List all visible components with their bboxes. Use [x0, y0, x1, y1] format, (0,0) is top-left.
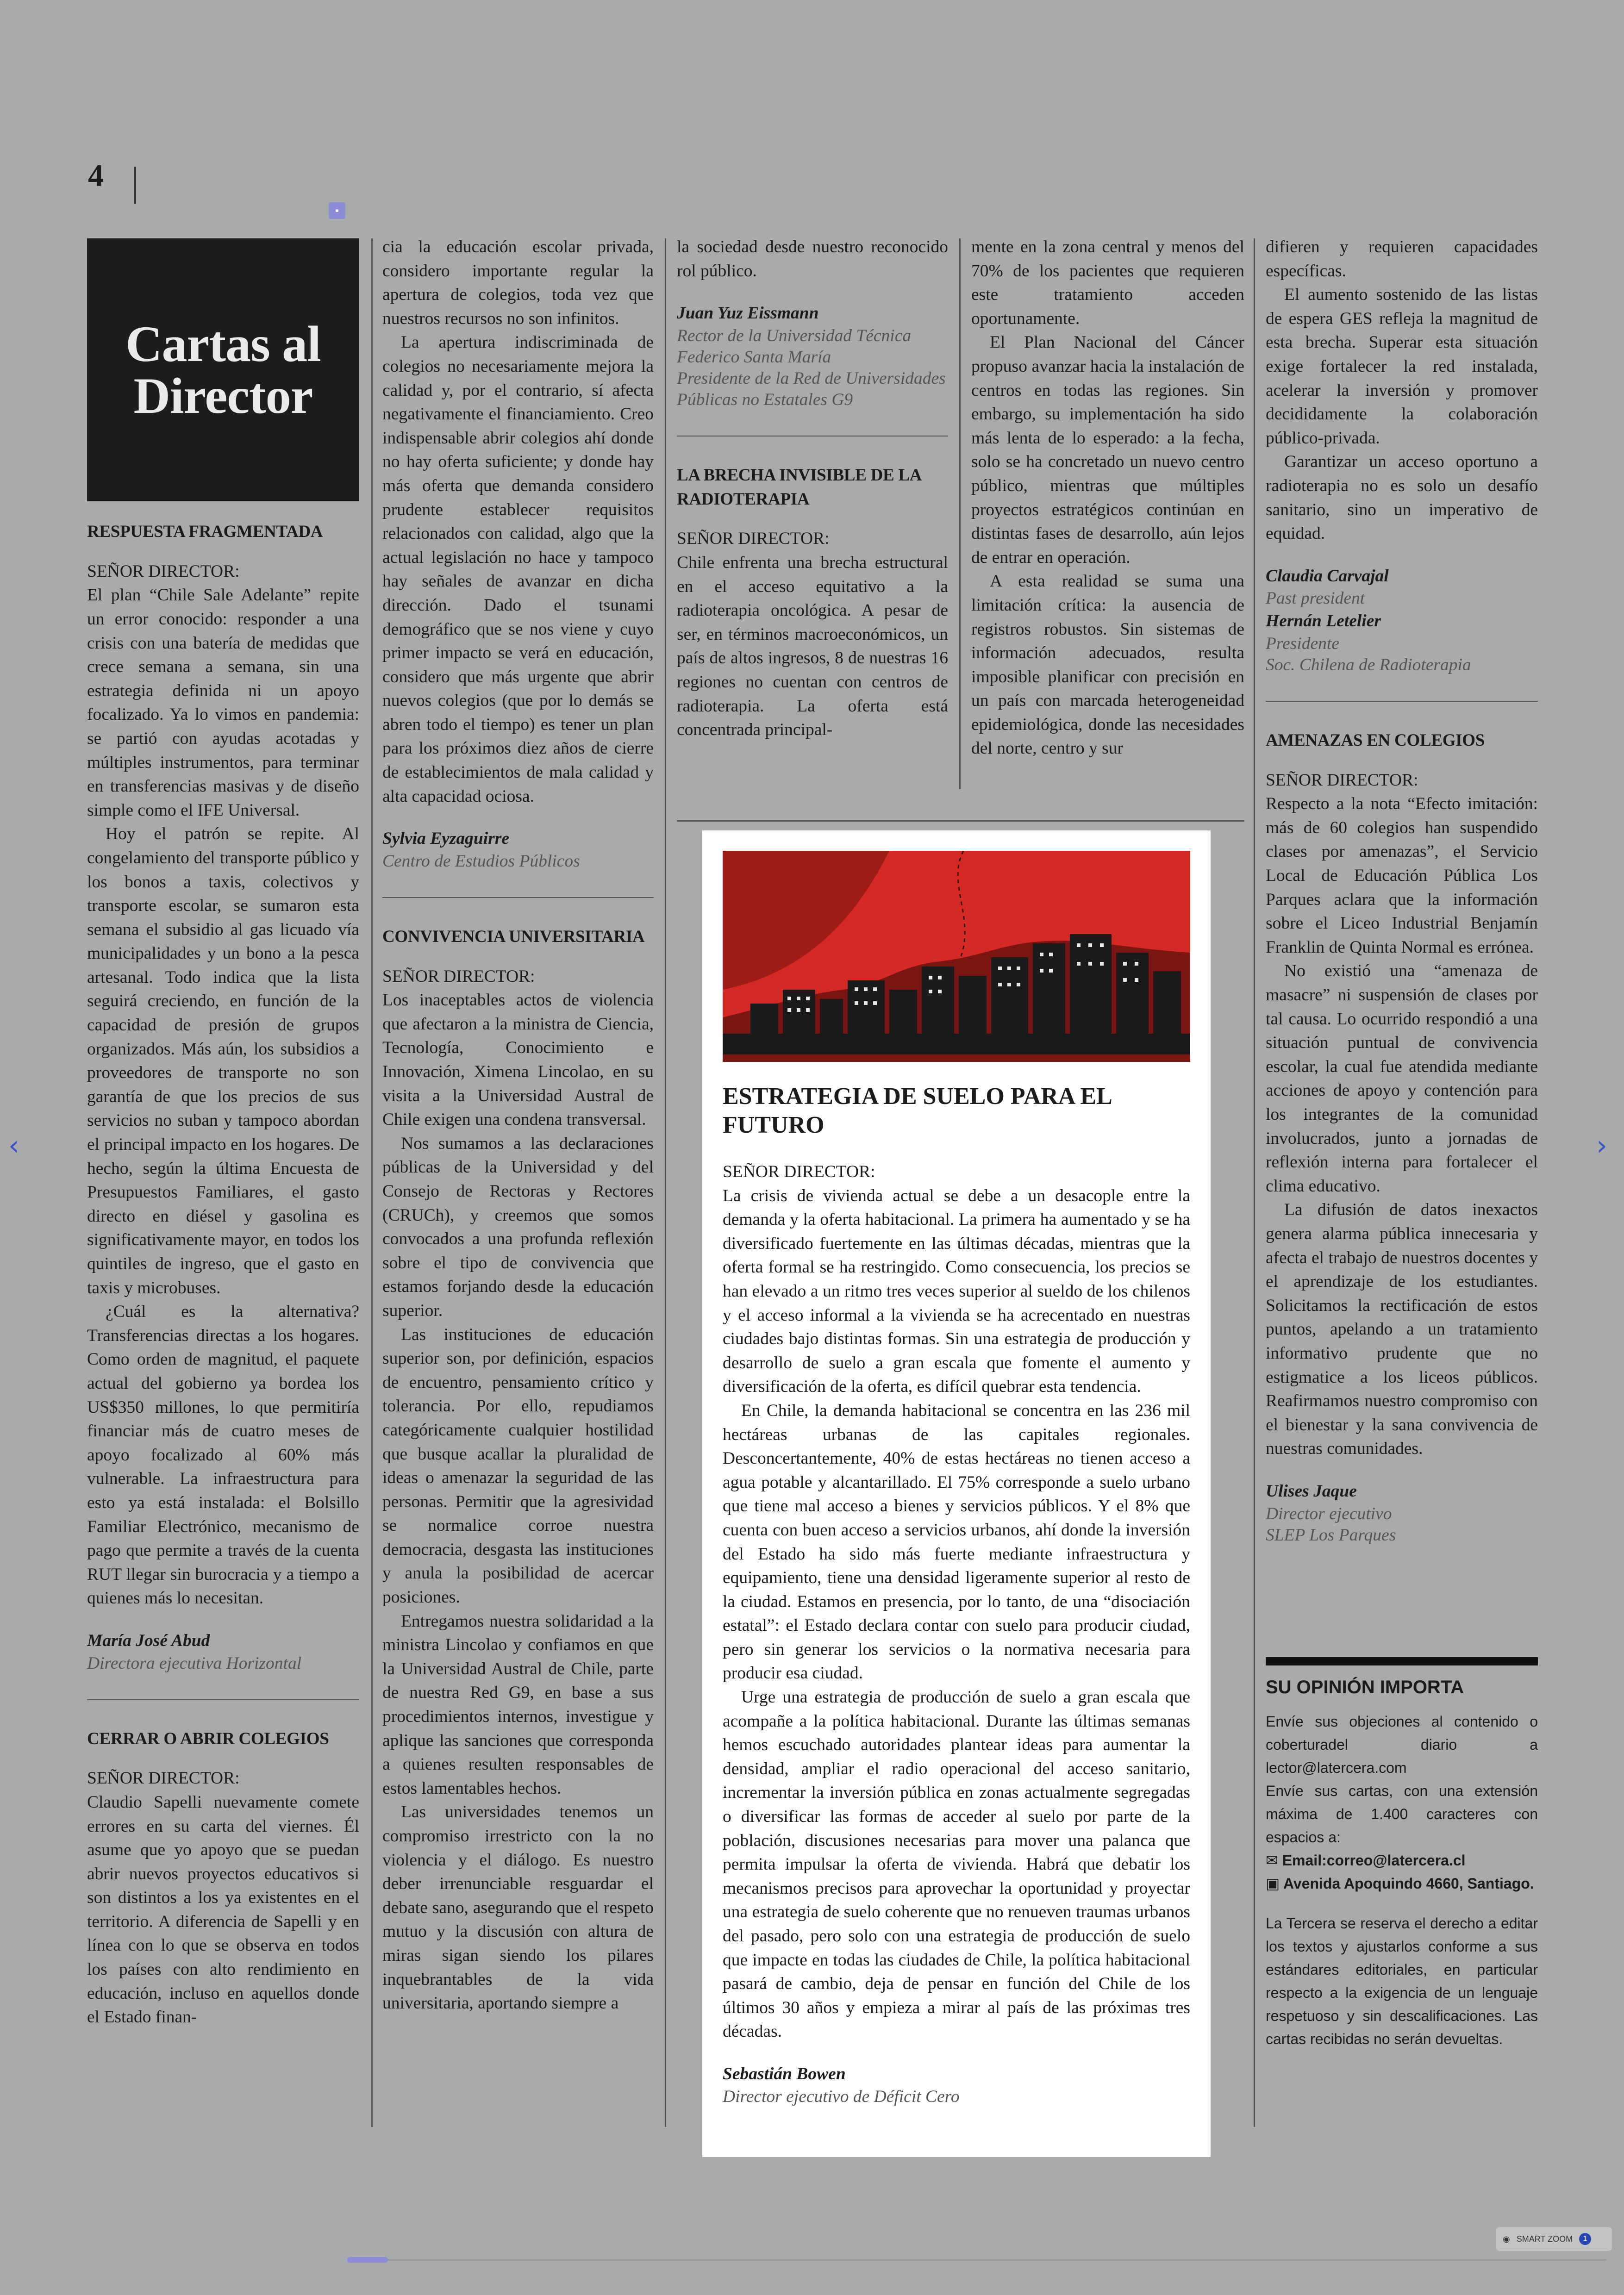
paragraph: Entregamos nuestra solidaridad a la ministra Lincolao y confiamos en que la Universidad Austral de Chile, parte de nuestra Red G9, en base a sus procedimientos internos, investigue y aplique las sanciones que corresponda a quienes resulten responsables de estos lamentables hechos. — [382, 1611, 654, 1798]
signer-role: SLEP Los Parques — [1266, 1525, 1396, 1545]
signer-name: Ulises Jaque — [1266, 1481, 1357, 1501]
email-address[interactable]: Email:correo@latercera.cl — [1282, 1852, 1466, 1869]
smart-zoom-button[interactable] — [1496, 2227, 1612, 2251]
signer-name: Sebastián Bowen — [723, 2064, 846, 2083]
paragraph: Las universidades tenemos un compromiso irrestricto con la no violencia y el diálogo. Es nuestro deber irrenunciable resguardar el debate sano, asegurando que el respeto mutuo y la discusión con altura de miras sigan siendo los pilares inquebrantables de la vida universitaria, aportando siempre a — [382, 1802, 654, 2013]
paragraph: A esta realidad se suma una limitación crítica: la ausencia de registros robustos. Sin sistemas de información adecuados, resulta imposible planificar con precisión en un país con marcada heterogeneidad epidemiológica, donde las necesidades del norte, centro y sur — [971, 572, 1244, 758]
letter-headline: RESPUESTA FRAGMENTADA — [87, 522, 323, 541]
signer-role: Director ejecutivo — [1266, 1504, 1392, 1523]
paragraph: Respecto a la nota “Efecto imitación: más de 60 colegios han suspendido clases por amenazas”, el Servicio Local de Educación Pública Los Parques aclara que la información sobre el Liceo Industrial Benjamín Franklin de Quinta Normal es errónea. — [1266, 794, 1538, 957]
paragraph: Chile enfrenta una brecha estructural en el acceso equitativo a la radioterapia oncológica. A pesar de ser, en términos macroeconómicos, un país de altos ingresos, 8 de nuestras 16 regiones no cuentan con centros de radioterapia. La oferta está concentrada principal- — [677, 553, 948, 740]
paragraph: mente en la zona central y menos del 70% de los pacientes que requieren este tratamiento acceden oportunamente. — [971, 237, 1244, 328]
opinion-title: SU OPINIÓN IMPORTA — [1266, 1677, 1464, 1697]
letter-headline: CERRAR O ABRIR COLEGIOS — [87, 1729, 329, 1748]
masthead: Cartas al Director — [87, 238, 359, 501]
divider — [382, 897, 654, 898]
signer-role: Director ejecutivo de Déficit Cero — [723, 2087, 960, 2106]
paragraph: Las instituciones de educación superior son, por definición, espacios de encuentro, pensamiento crítico y tolerancia. Por ello, repudiamos categóricamente cualquier hostilidad que busque acallar la pluralidad de ideas o amenazar la seguridad de las personas. Permitir que la agresividad se normalice corroe nuestra democracia, desgasta las instituciones y anula la posibilidad de acercar posiciones. — [382, 1325, 654, 1607]
opinion-text: Envíe sus cartas, con una extensión máxima de 1.400 caracteres con espacios a: — [1266, 1782, 1538, 1846]
salutation: SEÑOR DIRECTOR: — [677, 529, 830, 549]
postal-icon: ▣ — [1266, 1875, 1283, 1892]
address-line — [1266, 1872, 1538, 1895]
paragraph: ¿Cuál es la alternativa? Transferencias directas a los hogares. Como orden de magnitud, el paquete actual del gobierno ya bordea los US$350 millones, lo que permitiría financiar más de cuatro meses de apoyo focalizado al 60% más vulnerable. La infraestructura para esto ya está instalada: el Bolsillo Familiar Electrónico, mecanismo de pago que permite a través de la cuenta RUT llegar sin burocracia y a tiempo a quienes más lo necesitan. — [87, 1302, 359, 1608]
signer-role: Directora ejecutiva Horizontal — [87, 1653, 302, 1673]
previous-page-arrow-icon[interactable]: ‹ — [8, 1129, 19, 1162]
paragraph: El plan “Chile Sale Adelante” repite un error conocido: responder a una crisis con una batería de medidas que crece semana a semana, sin una estrategia definida ni un apoyo focalizado. Ya lo vimos en pandemia: se partió con ayudas acotadas y múltiples instrumentos, para terminar en transferencias masivas y de diseño simple como el IFE Universal. — [87, 586, 359, 820]
paragraph: No existió una “amenaza de masacre” ni suspensión de clases por tal causa. Lo ocurrido respondió a una situación puntual de convivencia escolar, la cual fue atendida mediante acciones de apoyo y contención para los integrantes de la comunidad involucrados, junto a jornadas de reflexión interna para fortalecer el clima educativo. — [1266, 961, 1538, 1196]
salutation: SEÑOR DIRECTOR: — [382, 967, 535, 986]
letter-headline: CONVIVENCIA UNIVERSITARIA — [382, 927, 645, 946]
column-3 — [677, 235, 948, 742]
salutation: SEÑOR DIRECTOR: — [87, 1769, 240, 1788]
paragraph: El aumento sostenido de las listas de espera GES refleja la magnitud de esta brecha. Superar esta situación exige fortalecer la red instalada, acelerar la inversión y promover decididamente la colaboración público-privada. — [1266, 285, 1538, 448]
paragraph: Los inaceptables actos de violencia que afectaron a la ministra de Ciencia, Tecnología, Conocimiento e Innovación, Ximena Lincolao, en su visita a la Universidad Austral de Chile exigen una condena transversal. — [382, 991, 654, 1129]
horizontal-scrollbar-track[interactable] — [347, 2259, 1606, 2261]
signer-role: Rector de la Universidad Técnica Federico Santa María — [677, 326, 912, 367]
paragraph: Claudio Sapelli nuevamente comete errores en su carta del viernes. Él asume que yo apoyo que se puedan abrir nuevos proyectos educativos si son distintos a los ya existentes en el territorio. A diferencia de Sapelli y en línea con lo que se observa en todos los países con alto rendimiento en educación, incluso en aquellos donde el Estado finan- — [87, 1792, 359, 2027]
column-divider — [1254, 238, 1255, 2127]
mail-icon: ✉ — [1266, 1852, 1282, 1869]
opinion-bar — [1266, 1657, 1538, 1665]
signer-name: Hernán Letelier — [1266, 611, 1381, 631]
salutation: SEÑOR DIRECTOR: — [1266, 770, 1418, 790]
signer-organization: Soc. Chilena de Radioterapia — [1266, 655, 1471, 674]
page-number: 4 — [88, 158, 104, 193]
skyline-icon — [723, 851, 1190, 1062]
letter-headline: LA BRECHA INVISIBLE DE LA RADIOTERAPIA — [677, 465, 921, 509]
signer-name: María José Abud — [87, 1631, 210, 1650]
column-1 — [87, 238, 359, 2029]
divider — [677, 436, 948, 437]
paragraph: la sociedad desde nuestro reconocido rol público. — [677, 237, 948, 281]
divider — [87, 1699, 359, 1700]
postal-address: Avenida Apoquindo 4660, Santiago. — [1283, 1875, 1534, 1892]
column-4 — [971, 235, 1244, 761]
column-5 — [1266, 235, 1538, 2051]
paragraph: Urge una estrategia de producción de suelo a gran escala que acompañe a la política habitacional. Durante las últimas semanas hemos escuchado autoridades plantear ideas para aumentar la densidad, ampliar el radio operacional del acceso sanitario, incrementar la inversión pública en zonas actualmente segregadas o diversificar las formas de acceder al suelo por parte de la población, discusiones necesarias para mover una palanca que permita impulsar la oferta de vivienda. Habrá que debatir los mecanismos precisos para aprovechar la oportunidad y proyectar una estrategia de suelo coherente que no renueven traumas urbanos del pasado, pero solo con una estrategia de producción de suelo que impacte en todas las ciudades de Chile, la política habitacional pasará de cambio, deja de pensar en función del Chile de los últimos 30 años y empieza a mirar al país de las próximas tres décadas. — [723, 1688, 1190, 2041]
paragraph: Hoy el patrón se repite. Al congelamiento del transporte público y los bonos a taxis, colectivos y transporte escolar, se sumaron esta semana el subsidio al gas licuado vía municipalidades y un bono a la pesca artesanal. Todo indica que la lista seguirá creciendo, en función de la capacidad de presión de grupos organizados. Más aún, los subsidios a proveedores de transporte no son garantía de que los precios de sus servicios no suban y tampoco abordan el principal impacto en los hogares. De hecho, según la última Encuesta de Presupuestos Familiares, el gasto directo en diésel y gasolina es significativamente mayor, en todos los quintiles de ingreso, que el gasto en taxis y microbuses. — [87, 824, 359, 1297]
opinion-text: Envíe sus objeciones al contenido o coberturadel diario a lector@latercera.com — [1266, 1713, 1538, 1776]
paragraph: Nos sumamos a las declaraciones públicas de la Universidad y del Consejo de Rectoras y Rectores (CRUCh), y creemos que somos convocados a una profunda reflexión sobre el tipo de convivencia que estamos forjando desde la educación superior. — [382, 1134, 654, 1320]
salutation: SEÑOR DIRECTOR: — [87, 561, 240, 581]
paragraph: difieren y requieren capacidades específicas. — [1266, 237, 1538, 281]
email-line[interactable] — [1266, 1849, 1538, 1872]
signer-name: Sylvia Eyzaguirre — [382, 829, 509, 848]
divider — [1266, 701, 1538, 702]
feature-headline: ESTRATEGIA DE SUELO PARA EL FUTURO — [723, 1083, 1111, 1138]
opinion-box — [1266, 1657, 1538, 2051]
city-skyline-illustration — [723, 851, 1190, 1062]
paragraph: La apertura indiscriminada de colegios no necesariamente mejora la calidad y, por el contrario, sí afecta negativamente el financiamiento. Creo indispensable abrir colegios ahí donde no hay oferta suficiente; y donde hay más oferta que demanda considero prudente establecer requisitos relacionados con calidad, algo que la actual legislación no hace y tampoco hay señales de avanzar en dicha dirección. Dado el tsunami demográfico que se nos viene y cuyo primer impacto se verá en educación, considero que más urgente que abrir nuevos colegios (que por lo demás se abren todo el tiempo) es tener un plan para los próximos diez años de cierre de establecimientos de mala calidad y alta capacidad ociosa. — [382, 333, 654, 806]
paragraph: La difusión de datos inexactos genera alarma pública innecesaria y afecta el trabajo de nuestros docentes y el aprendizaje de los estudiantes. Solicitamos la rectificación de estos puntos, apelando a un tratamiento informativo prudente que no estigmatice a los liceos públicos. Reafirmamos nuestro compromiso con el bienestar y la sana convivencia de nuestras comunidades. — [1266, 1200, 1538, 1459]
signer-role: Presidente — [1266, 634, 1339, 653]
section-divider — [677, 820, 1244, 822]
signer-role: Centro de Estudios Públicos — [382, 851, 580, 871]
page-number-divider — [134, 167, 136, 204]
letter-headline: AMENAZAS EN COLEGIOS — [1266, 730, 1485, 750]
signer-role: Presidente de la Red de Universidades Públicas no Estatales G9 — [677, 368, 946, 409]
eye-icon: ◉ — [1503, 2234, 1510, 2244]
smart-zoom-count: 1 — [1579, 2233, 1591, 2245]
next-page-arrow-icon[interactable]: › — [1596, 1129, 1607, 1162]
column-divider — [371, 238, 373, 2127]
opinion-disclaimer: La Tercera se reserva el derecho a editar los textos y ajustarlos conforme a sus estándares editoriales, en particular respecto a la exigencia de un lenguaje respetuoso y sin descalificaciones. Las cartas recibidas no serán devueltas. — [1266, 1915, 1538, 2047]
column-divider — [959, 238, 961, 789]
signer-name: Juan Yuz Eissmann — [677, 304, 819, 323]
featured-letter-box — [702, 830, 1211, 2157]
smart-zoom-label: SMART ZOOM — [1516, 2234, 1573, 2244]
paragraph: El Plan Nacional del Cáncer propuso avanzar hacia la instalación de centros en todas las regiones. Sin embargo, su implementación ha sido más lenta de lo esperado: a la fecha, solo se ha concretado un nuevo centro público, mientras que múltiples proyectos estratégicos continúan en distintas fases de desarrollo, aún lejos de entrar en operación. — [971, 333, 1244, 567]
salutation: SEÑOR DIRECTOR: — [723, 1162, 875, 1181]
signer-role: Past president — [1266, 589, 1365, 608]
paragraph: Garantizar un acceso oportuno a radioterapia no es solo un desafío sanitario, sino un imperativo de equidad. — [1266, 452, 1538, 543]
paragraph: En Chile, la demanda habitacional se concentra en las 236 mil hectáreas urbanas de las capitales regionales. Desconcertantemente, 40% de estas hectáreas no tienen acceso a agua potable y alcantarillado. El 75% corresponde a suelo urbano que tiene mal acceso a bienes y servicios públicos. Y el 8% que cuenta con buen acceso a servicios urbanos, ahí donde la inversión del Estado ha sido más fuerte mediante infraestructura y equipamiento, tiene una densidad ligeramente superior al resto de la ciudad. Estamos en presencia, por lo tanto, de una “disociación estatal”: el Estado declara contar con suelo para producir ciudad, pero sin generar los servicios o la normativa necesaria para producir esa ciudad. — [723, 1401, 1190, 1683]
paragraph: La crisis de vivienda actual se debe a un desacople entre la demanda y la oferta habitacional. La primera ha aumentado y se ha diversificado fuertemente en las últimas décadas, mientras que la oferta formal se ha restringido. Como consecuencia, los precios se han elevado a un ritmo tres veces superior al sueldo de los chilenos y el acceso informal a la vivienda se ha acrecentado en nuestras ciudades bajo distintas formas. Sin una estrategia de producción y desarrollo de suelo a gran escala que fomente el aumento y diversificación de la oferta, es difícil quebrar esta tendencia. — [723, 1186, 1190, 1397]
signer-name: Claudia Carvajal — [1266, 566, 1389, 586]
bookmark-marker-icon[interactable]: ▪ — [329, 202, 345, 219]
paragraph: cia la educación escolar privada, considero importante regular la apertura de colegios, toda vez que nuestros recursos no son infinitos. — [382, 237, 654, 328]
column-2 — [382, 235, 654, 2015]
horizontal-scrollbar-thumb[interactable] — [347, 2257, 388, 2263]
column-divider — [665, 238, 666, 2127]
